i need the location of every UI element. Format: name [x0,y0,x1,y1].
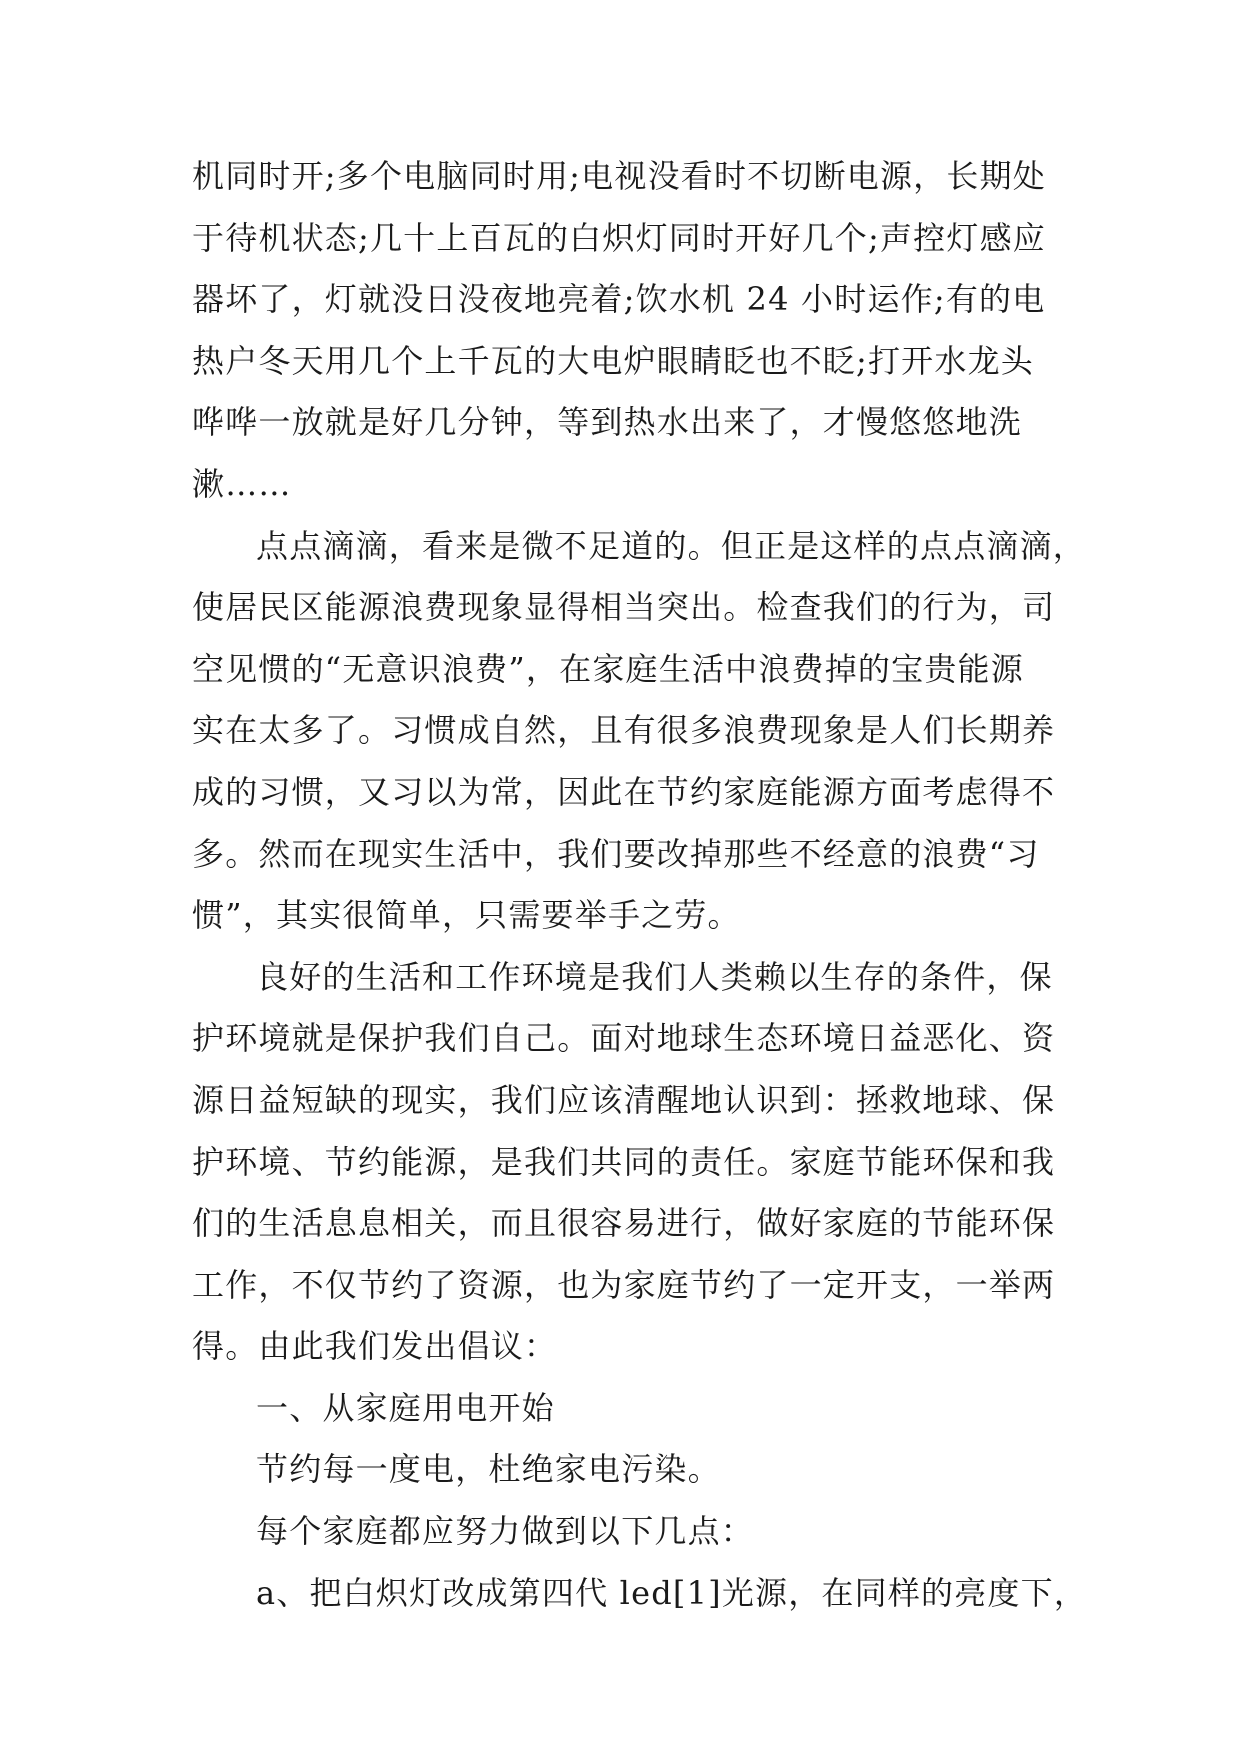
text-line: 空见惯的“无意识浪费”，在家庭生活中浪费掉的宝贵能源 [192,649,1024,688]
text-line: 热户冬天用几个上千瓦的大电炉眼睛眨也不眨;打开水龙头 [192,341,1034,380]
text-line: 得。由此我们发出倡议： [192,1327,558,1366]
text-line: 护环境就是保护我们自己。面对地球生态环境日益恶化、资 [192,1019,1056,1058]
text-line: 机同时开;多个电脑同时用;电视没看时不切断电源，长期处 [192,157,1046,195]
text-line: 们的生活息息相关，而且很容易进行，做好家庭的节能环保 [192,1204,1056,1243]
paragraph-first-line: 良好的生活和工作环境是我们人类赖以生存的条件，保 [256,957,1053,996]
paragraph-first-line: 点点滴滴，看来是微不足道的。但正是这样的点点滴滴， [256,526,1087,565]
text-line: 源日益短缺的现实，我们应该清醒地认识到：拯救地球、保 [192,1080,1056,1119]
document-body [192,146,1088,1624]
text-line: 器坏了，灯就没日没夜地亮着;饮水机 24 小时运作;有的电 [192,280,1046,319]
text-line: 工作，不仅节约了资源，也为家庭节约了一定开支，一举两 [192,1265,1056,1304]
text-line: 惯”，其实很简单，只需要举手之劳。 [192,896,741,935]
text-line: 成的习惯，又习以为常，因此在节约家庭能源方面考虑得不 [192,772,1056,811]
text-line: 漱…… [192,464,292,503]
text-line: 护环境、节约能源，是我们共同的责任。家庭节能环保和我 [192,1142,1056,1181]
text-line: 实在太多了。习惯成自然，且有很多浪费现象是人们长期养 [192,711,1056,750]
paragraph-first-line: 每个家庭都应努力做到以下几点： [256,1512,755,1551]
text-line: 使居民区能源浪费现象显得相当突出。检查我们的行为，司 [192,588,1056,627]
text-line: 哗哗一放就是好几分钟，等到热水出来了，才慢悠悠地洗 [192,403,1023,442]
section-heading: 一、从家庭用电开始 [256,1388,555,1427]
text-line: 于待机状态;几十上百瓦的白炽灯同时开好几个;声控灯感应 [192,218,1046,257]
text-line: 多。然而在现实生活中，我们要改掉那些不经意的浪费“习 [192,834,1040,873]
paragraph-first-line: 节约每一度电，杜绝家电污染。 [256,1450,721,1489]
list-item: a、把白炽灯改成第四代 led[1]光源，在同样的亮度下， [256,1573,1088,1612]
